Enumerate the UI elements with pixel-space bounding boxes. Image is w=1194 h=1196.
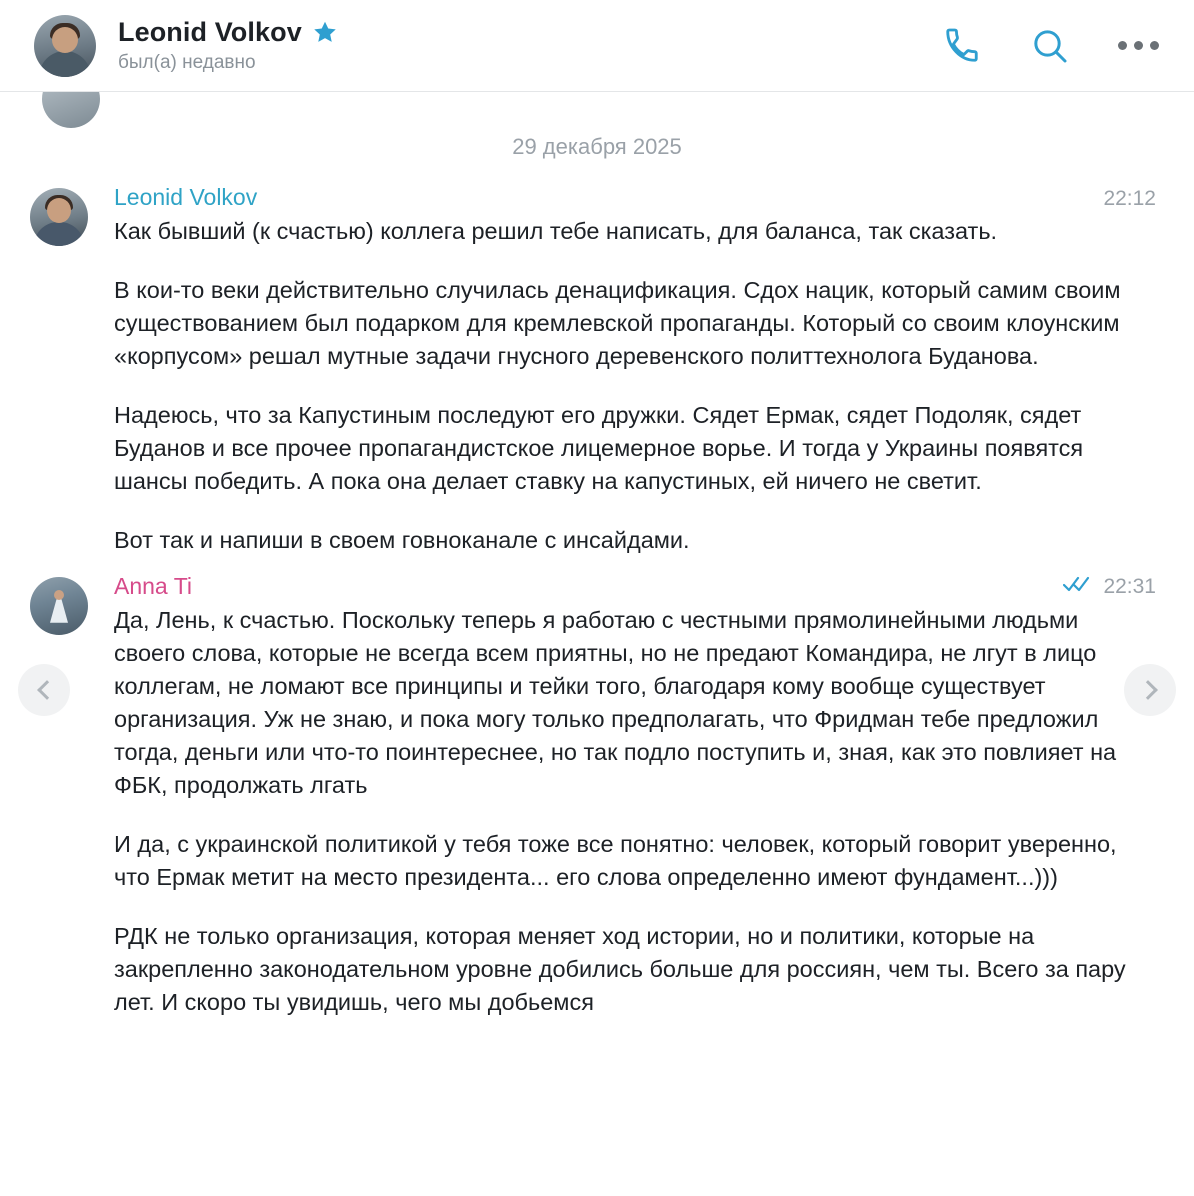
message-time: 22:31 xyxy=(1103,574,1156,598)
header-title-row xyxy=(118,17,940,48)
avatar[interactable] xyxy=(30,577,88,635)
message-paragraph: Да, Лень, к счастью. Поскольку теперь я работаю с честными прямолинейными людьми своего слова, которые не всегда всем приятны, но не предают Командира, не лгут в лицо коллегам, не ломают все принципы и тейки того, благодаря кому вообще существует организация. Уж не знаю, и пока могу только предполагать, что Фридман тебе предложил тогда, деньги или что-то поинтереснее, но так подло поступить и, зная, как это повлияет на ФБК, продолжать лгать xyxy=(114,607,1123,798)
verified-star-icon xyxy=(312,20,338,46)
message-item[interactable] xyxy=(30,178,1164,557)
message-meta xyxy=(1089,187,1156,211)
online-status: был(а) недавно xyxy=(118,52,256,73)
avatar-figure xyxy=(50,597,68,623)
header-actions xyxy=(940,24,1160,68)
message-header xyxy=(114,184,1156,211)
chevron-left-icon[interactable] xyxy=(18,664,70,716)
avatar-body xyxy=(39,51,91,77)
more-dots xyxy=(1118,41,1159,50)
message-list[interactable] xyxy=(0,92,1194,1196)
message-body xyxy=(88,573,1164,1019)
message-paragraph: И да, с украинской политикой у тебя тоже все понятно: человек, который говорит уверенно, что Ермак метит на место президента... его слова определенно имеют фундамент...))) xyxy=(114,831,1124,890)
message-paragraph: В кои-то веки действительно случилась денацификация. Сдох нацик, который самим своим существованием был подарком для кремлевской пропаганды. Который со своим клоунским «корпусом» решал мутные задачи гнусного деревенского политтехнолога Буданова. xyxy=(114,277,1128,369)
avatar[interactable] xyxy=(34,15,96,77)
chevron-right-icon[interactable] xyxy=(1124,664,1176,716)
chevron-right-glyph xyxy=(1138,680,1158,700)
read-receipt-icon xyxy=(1063,574,1093,599)
message-author[interactable]: Leonid Volkov xyxy=(114,184,258,210)
avatar[interactable] xyxy=(30,188,88,246)
avatar-face xyxy=(52,27,78,53)
date-divider: 29 декабря 2025 xyxy=(512,134,682,159)
chat-header xyxy=(0,0,1194,92)
message-paragraph: Надеюсь, что за Капустиным последуют его дружки. Сядет Ермак, сядет Подоляк, сядет Буданов и все прочее пропагандистское лицемерное ворье. И тогда у Украины появятся шансы победить. А пока она делает ставку на капустиных, ей ничего не светит. xyxy=(114,402,1090,494)
avatar-head xyxy=(54,590,64,600)
message-paragraph: Как бывший (к счастью) коллега решил тебе написать, для баланса, так сказать. xyxy=(114,218,998,244)
avatar-face xyxy=(47,198,71,223)
search-icon[interactable] xyxy=(1028,24,1072,68)
message-paragraph: Вот так и напиши в своем говноканале с инсайдами. xyxy=(114,527,690,553)
message-paragraph: РДК не только организация, которая меняет ход истории, но и политики, которые на закрепленно законодательном уровне добились больше для россиян, чем ты. Всего за пару лет. И скоро ты увидишь, чего мы добьемся xyxy=(114,923,1133,1015)
message-time: 22:12 xyxy=(1103,187,1156,210)
header-text-block[interactable] xyxy=(118,17,940,74)
message-meta xyxy=(1049,574,1156,599)
message-body xyxy=(88,184,1164,557)
message-item[interactable] xyxy=(30,557,1164,1019)
chevron-left-glyph xyxy=(37,680,57,700)
message-header xyxy=(114,573,1156,600)
page-title: Leonid Volkov xyxy=(118,17,302,47)
message-author[interactable]: Anna Ti xyxy=(114,573,192,599)
phone-icon[interactable] xyxy=(940,24,984,68)
avatar-body xyxy=(34,222,84,246)
more-options-icon[interactable] xyxy=(1116,24,1160,68)
